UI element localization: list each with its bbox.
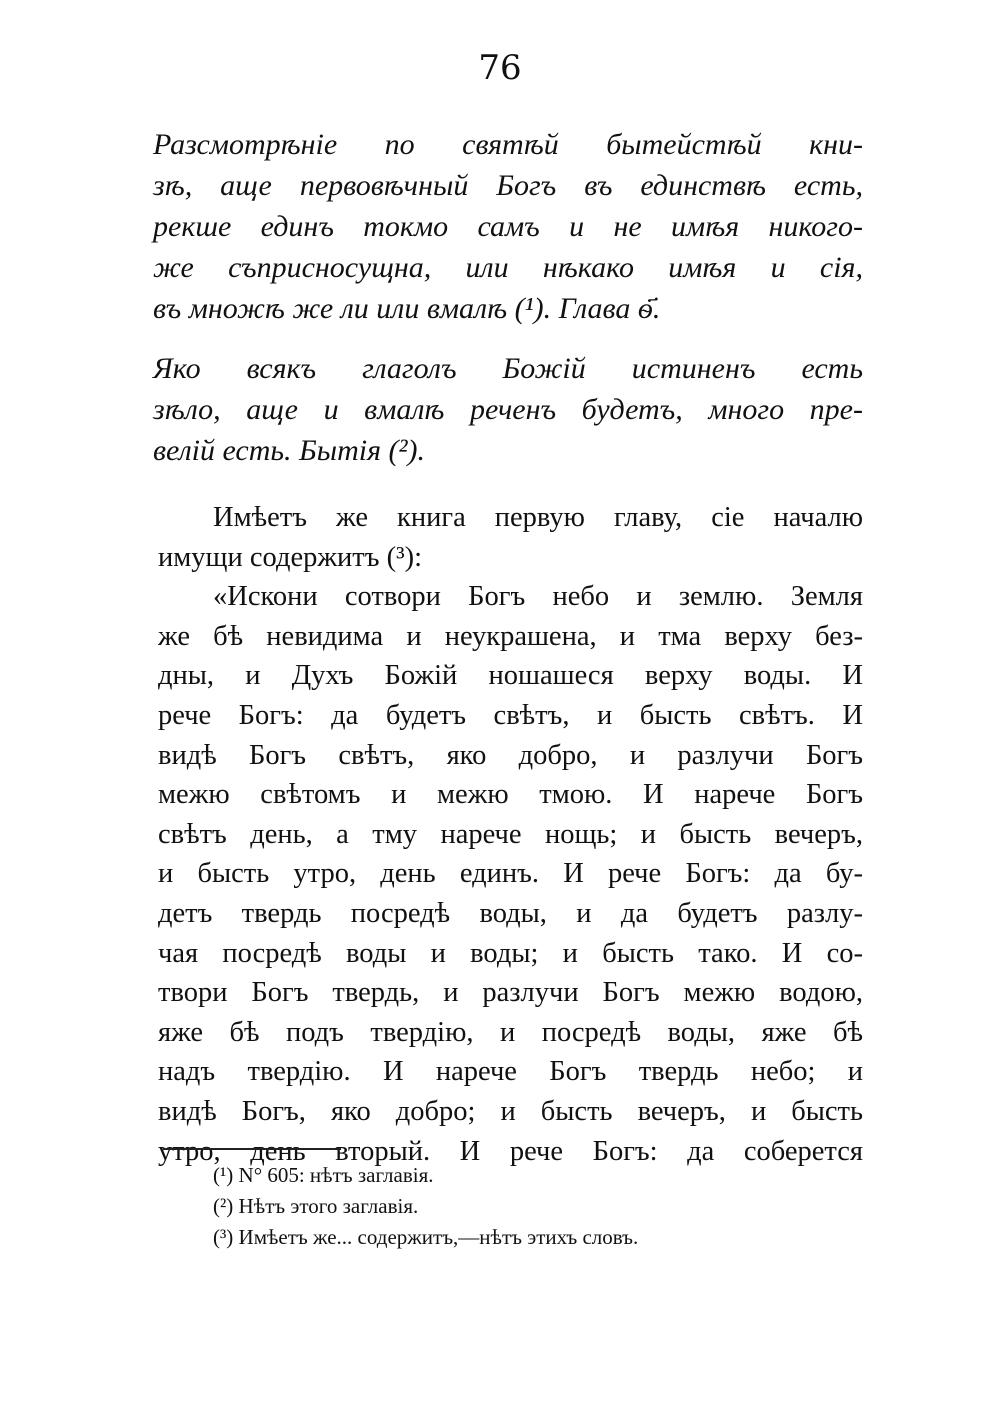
body-line: надъ твердію. И нарече Богъ твердь небо; и: [158, 1056, 863, 1088]
footnote: (¹) N° 605: нѣтъ заглавія.: [213, 1163, 434, 1187]
body-line: межю свѣтомъ и межю тмою. И нарече Богъ: [158, 779, 863, 811]
body-line: же бѣ невидима и неукрашена, и тма верху без-: [158, 620, 863, 652]
page-number: 76: [478, 48, 522, 88]
heading-line: зѣло, аще и вмалѣ реченъ будетъ, много пре-: [153, 393, 863, 426]
body-line: рече Богъ: да будетъ свѣтъ, и бысть свѣтъ. И: [158, 699, 863, 731]
body-line: яже бѣ подъ твердію, и посредѣ воды, яже бѣ: [158, 1016, 863, 1048]
body-line: твори Богъ твердь, и разлучи Богъ межю водою,: [158, 977, 863, 1009]
body-line: «Искони сотвори Богъ небо и землю. Земля: [213, 581, 863, 613]
footnote: (²) Нѣтъ этого заглавія.: [213, 1194, 419, 1218]
heading-line: Яко всякъ глаголъ Божій истиненъ есть: [153, 352, 863, 385]
body-line: утро, день вторый. И рече Богъ: да соберется: [158, 1135, 863, 1167]
body-line: детъ твердь посредѣ воды, и да будетъ разлу-: [158, 897, 863, 929]
body-text: [158, 498, 863, 1171]
body-line: дны, и Духъ Божій ношашеся верху воды. И: [158, 660, 863, 692]
body-line: имущи содержитъ (³):: [158, 541, 423, 573]
body-line: и бысть утро, день единъ. И рече Богъ: да бу-: [158, 858, 863, 890]
body-line: чая посредѣ воды и воды; и бысть тако. И со-: [158, 937, 863, 969]
footnote: (³) Имѣетъ же... содержитъ,—нѣтъ этихъ словъ.: [213, 1225, 639, 1249]
footnote-divider: [163, 1148, 341, 1150]
heading-line: велій есть. Бытія (²).: [153, 434, 425, 467]
footnotes: [213, 1160, 833, 1253]
body-line: Имѣетъ же книга первую главу, сіе началю: [213, 502, 863, 533]
section-heading: [153, 348, 863, 471]
heading-line: Разсмотрѣніе по святѣй бытейстѣй кни-: [153, 128, 863, 161]
chapter-heading: [153, 124, 863, 329]
heading-line: зѣ, аще первовѣчный Богъ въ единствѣ есть,: [153, 169, 863, 202]
heading-line: въ множѣ же ли или вмалѣ (¹). Глава ѳ҃.: [153, 292, 661, 325]
heading-line: рекше единъ токмо самъ и не имѣя никого-: [153, 210, 863, 243]
body-line: свѣтъ день, а тму нарече нощь; и бысть вечеръ,: [158, 818, 863, 850]
body-line: видѣ Богъ, яко добро; и бысть вечеръ, и бысть: [158, 1095, 863, 1127]
heading-line: же съприсносущна, или нѣкако имѣя и сія,: [153, 251, 863, 284]
body-line: видѣ Богъ свѣтъ, яко добро, и разлучи Богъ: [158, 739, 863, 771]
